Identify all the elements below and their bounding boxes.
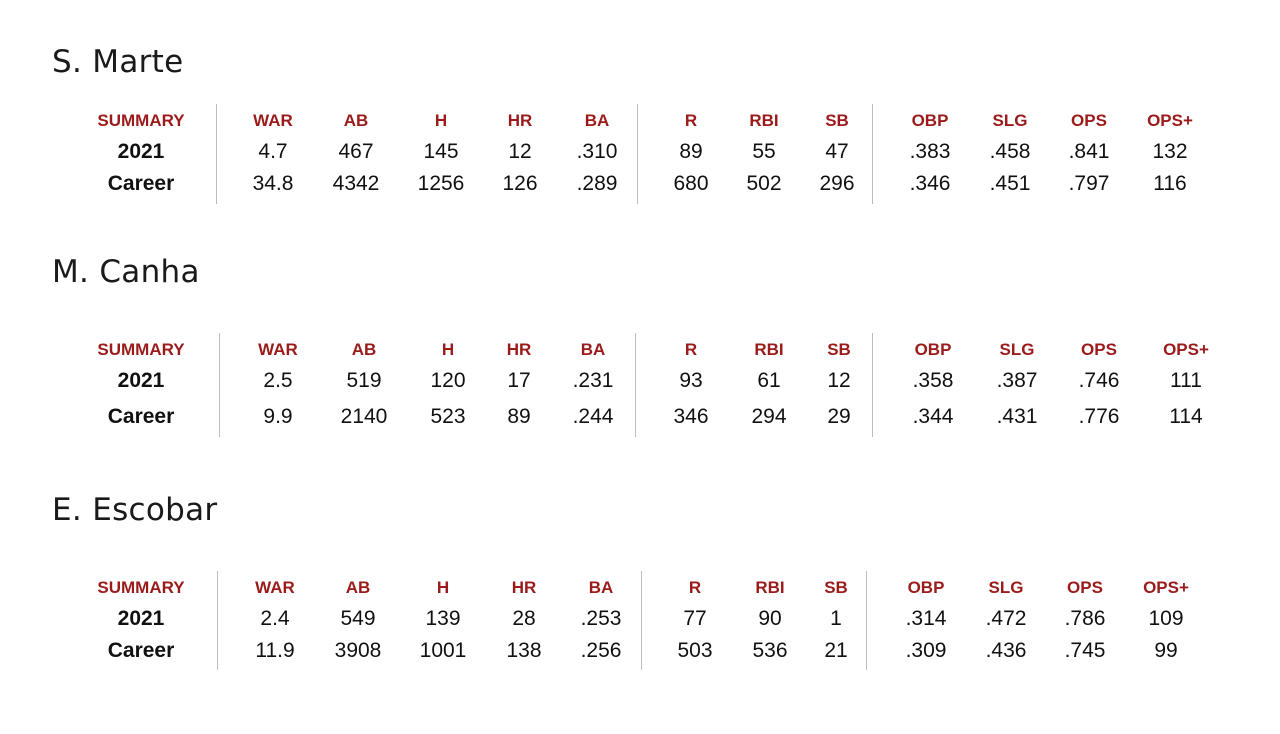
column-header: H <box>436 578 450 597</box>
stat-value: .231 <box>572 369 614 392</box>
stat-value: .431 <box>996 405 1038 428</box>
stat-value: .797 <box>1068 172 1110 195</box>
column-header: OPS <box>1067 578 1103 597</box>
row-label: Career <box>107 405 175 428</box>
column-header: OBP <box>907 578 945 597</box>
player-name: S. Marte <box>52 44 184 80</box>
stat-value: 139 <box>425 607 461 630</box>
column-header: WAR <box>258 340 298 359</box>
stat-value: 4.7 <box>258 140 288 163</box>
column-header: HR <box>507 111 533 130</box>
column-divider <box>872 104 873 204</box>
column-header: AB <box>351 340 377 359</box>
column-header: SLG <box>988 578 1024 597</box>
stat-value: .387 <box>996 369 1038 392</box>
stat-value: 89 <box>507 405 531 428</box>
column-header: H <box>441 340 455 359</box>
stat-value: 1256 <box>417 172 465 195</box>
stat-value: 536 <box>752 639 788 662</box>
column-header: WAR <box>253 111 293 130</box>
column-header: HR <box>506 340 532 359</box>
stat-value: 114 <box>1169 405 1203 428</box>
stat-value: 109 <box>1148 607 1184 630</box>
stat-value: 90 <box>758 607 782 630</box>
column-divider <box>217 571 218 670</box>
column-header: SLG <box>999 340 1035 359</box>
stat-value: 12 <box>508 140 532 163</box>
stat-value: 120 <box>430 369 466 392</box>
row-label: Career <box>107 172 175 195</box>
stat-value: 132 <box>1152 140 1188 163</box>
row-label: 2021 <box>117 369 165 392</box>
column-header: SB <box>824 578 848 597</box>
summary-header: SUMMARY <box>97 578 185 597</box>
stat-value: 2.5 <box>263 369 293 392</box>
stat-value: .472 <box>985 607 1027 630</box>
column-header: AB <box>343 111 369 130</box>
stat-value: .786 <box>1064 607 1106 630</box>
stat-value: 296 <box>819 172 855 195</box>
player-name: E. Escobar <box>52 492 218 528</box>
column-header: OBP <box>911 111 949 130</box>
column-divider <box>635 333 636 437</box>
stat-value: .256 <box>580 639 622 662</box>
column-header: OPS+ <box>1143 578 1189 597</box>
stat-value: 503 <box>677 639 713 662</box>
stat-value: 77 <box>683 607 707 630</box>
stat-value: 1 <box>830 607 842 630</box>
stat-value: 126 <box>502 172 538 195</box>
stat-value: .289 <box>576 172 618 195</box>
stat-value: .309 <box>905 639 947 662</box>
column-header: HR <box>511 578 537 597</box>
stat-value: 28 <box>512 607 536 630</box>
stat-value: 294 <box>751 405 787 428</box>
stat-value: .383 <box>909 140 951 163</box>
stat-value: .776 <box>1078 405 1120 428</box>
stat-value: .745 <box>1064 639 1106 662</box>
column-divider <box>219 333 220 437</box>
summary-header: SUMMARY <box>97 111 185 130</box>
stat-value: .344 <box>912 405 954 428</box>
column-header: AB <box>345 578 371 597</box>
stat-value: 680 <box>673 172 709 195</box>
stat-value: .244 <box>572 405 614 428</box>
column-header: H <box>434 111 448 130</box>
stat-value: 4342 <box>332 172 380 195</box>
stat-value: .253 <box>580 607 622 630</box>
stat-value: .346 <box>909 172 951 195</box>
stat-value: .358 <box>912 369 954 392</box>
stat-value: 145 <box>423 140 459 163</box>
column-header: RBI <box>755 578 785 597</box>
stat-value: 99 <box>1154 639 1178 662</box>
stat-value: .841 <box>1068 140 1110 163</box>
stat-value: 1001 <box>419 639 467 662</box>
row-label: 2021 <box>117 607 165 630</box>
stat-value: 21 <box>824 639 848 662</box>
stat-value: .314 <box>905 607 947 630</box>
stat-value: 12 <box>827 369 851 392</box>
column-header: BA <box>584 111 610 130</box>
stat-value: 519 <box>346 369 382 392</box>
column-header: OPS+ <box>1163 340 1209 359</box>
column-header: WAR <box>255 578 295 597</box>
summary-header: SUMMARY <box>97 340 185 359</box>
column-header: OPS+ <box>1147 111 1193 130</box>
stat-value: 138 <box>506 639 542 662</box>
column-header: SB <box>827 340 851 359</box>
column-header: R <box>684 111 698 130</box>
stat-value: 467 <box>338 140 374 163</box>
stat-value: 116 <box>1153 172 1187 195</box>
stat-value: 89 <box>679 140 703 163</box>
stat-value: 61 <box>757 369 781 392</box>
column-header: SB <box>825 111 849 130</box>
stat-value: 11.9 <box>255 639 295 662</box>
stat-value: 47 <box>825 140 849 163</box>
column-header: R <box>688 578 702 597</box>
column-divider <box>872 333 873 437</box>
column-divider <box>637 104 638 204</box>
stat-value: 55 <box>752 140 776 163</box>
column-header: BA <box>580 340 606 359</box>
stat-value: 9.9 <box>263 405 293 428</box>
stat-value: .746 <box>1078 369 1120 392</box>
stat-value: .436 <box>985 639 1027 662</box>
column-divider <box>866 571 867 670</box>
stat-value: 2140 <box>340 405 388 428</box>
stat-value: 93 <box>679 369 703 392</box>
row-label: Career <box>107 639 175 662</box>
column-divider <box>641 571 642 670</box>
player-name: M. Canha <box>52 254 200 290</box>
column-header: R <box>684 340 698 359</box>
stat-value: 111 <box>1170 369 1202 392</box>
column-header: RBI <box>754 340 784 359</box>
stat-value: 29 <box>827 405 851 428</box>
column-header: OPS <box>1081 340 1117 359</box>
column-divider <box>216 104 217 204</box>
stat-value: 34.8 <box>252 172 294 195</box>
stat-value: 17 <box>507 369 531 392</box>
stat-value: 346 <box>673 405 709 428</box>
stat-value: .458 <box>989 140 1031 163</box>
stat-value: 2.4 <box>260 607 290 630</box>
column-header: OPS <box>1071 111 1107 130</box>
stat-value: 523 <box>430 405 466 428</box>
stat-value: .451 <box>989 172 1031 195</box>
stat-value: 502 <box>746 172 782 195</box>
stat-value: .310 <box>576 140 618 163</box>
column-header: OBP <box>914 340 952 359</box>
stat-value: 3908 <box>334 639 382 662</box>
column-header: SLG <box>992 111 1028 130</box>
row-label: 2021 <box>117 140 165 163</box>
column-header: RBI <box>749 111 779 130</box>
stat-value: 549 <box>340 607 376 630</box>
column-header: BA <box>588 578 614 597</box>
